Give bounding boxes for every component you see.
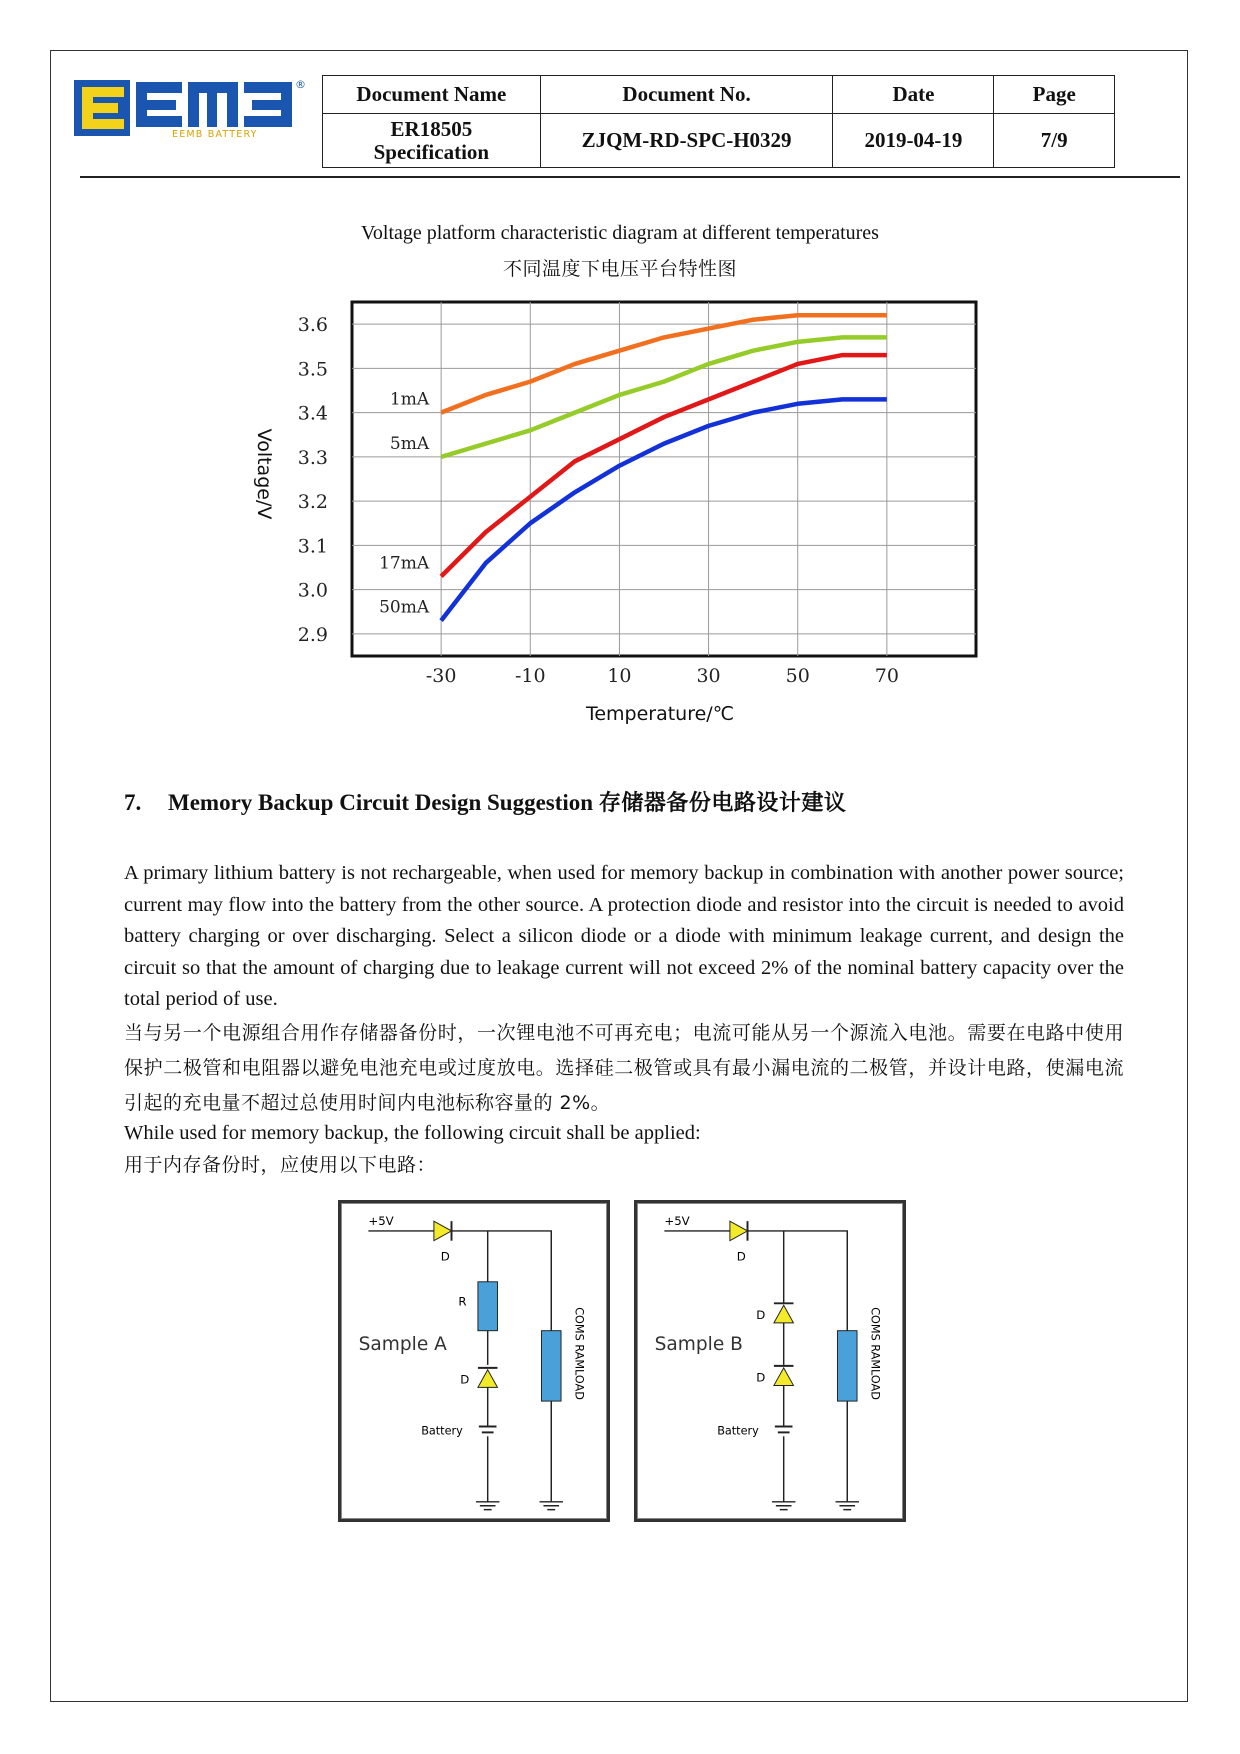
battery-icon [775, 1427, 793, 1433]
x-axis-label: Temperature/℃ [585, 703, 735, 725]
circuit-sample-a [338, 1200, 610, 1522]
y-tick-label: 3.1 [297, 535, 328, 558]
ground-icon [540, 1502, 563, 1510]
diode-icon [730, 1221, 748, 1241]
voltage-temperature-chart [240, 296, 1000, 736]
x-tick-label: 30 [696, 665, 721, 687]
header-date: 2019-04-19 [833, 114, 994, 168]
x-tick-label: 70 [874, 665, 899, 687]
resistor-label: R [458, 1294, 467, 1309]
header-page-label: Page [994, 76, 1115, 114]
x-tick-label: 10 [607, 665, 632, 687]
header-rule [80, 176, 1180, 178]
section-title-en: Memory Backup Circuit Design Suggestion [168, 790, 594, 815]
series-label: 50mA [379, 597, 430, 618]
header-doc-name [323, 114, 541, 168]
load-icon [541, 1331, 561, 1401]
diode-label: D [736, 1249, 746, 1264]
header-doc-name-label: Document Name [323, 76, 541, 114]
load-icon [837, 1331, 857, 1401]
supply-label: +5V [368, 1214, 394, 1229]
ground-icon [772, 1502, 795, 1510]
battery-icon [479, 1427, 497, 1433]
logo-mark [74, 80, 292, 136]
chart-title-cn: 不同温度下电压平台特性图 [502, 258, 737, 280]
y-tick-label: 3.6 [297, 314, 328, 337]
circuit-a-wires [368, 1231, 551, 1502]
series-label: 17mA [379, 553, 430, 574]
y-tick-label: 3.0 [297, 579, 328, 602]
x-tick-label: 50 [785, 665, 810, 687]
load-label: COMS RAMLOAD [868, 1307, 882, 1400]
chart-title-en: Voltage platform characteristic diagram at different temperatures [361, 222, 879, 244]
logo-tagline: EEMB BATTERY [172, 129, 258, 140]
diode-label: D [440, 1249, 450, 1264]
y-tick-label: 2.9 [297, 623, 328, 646]
supply-label: +5V [664, 1214, 690, 1229]
load-label: COMS RAMLOAD [572, 1307, 586, 1400]
doc-name-line1: ER18505 [390, 117, 473, 142]
battery-label: Battery [717, 1424, 759, 1438]
diode-label: D [460, 1372, 470, 1387]
resistor-icon [478, 1282, 498, 1331]
section-heading [124, 786, 846, 817]
ground-icon [476, 1502, 499, 1510]
ground-icon [836, 1502, 859, 1510]
diode-icon [478, 1368, 498, 1388]
y-tick-label: 3.3 [297, 446, 328, 469]
x-tick-label: -30 [425, 665, 457, 687]
diode-label: D [756, 1307, 766, 1322]
diode-icon [774, 1366, 794, 1386]
header-page: 7/9 [994, 114, 1115, 168]
circuit-intro-cn: 用于内存备份时，应使用以下电路： [124, 1154, 437, 1176]
circuit-title: Sample A [358, 1334, 447, 1356]
circuit-b-wires [664, 1231, 847, 1502]
diode-label: D [756, 1370, 766, 1385]
header-date-label: Date [833, 76, 994, 114]
series-label: 5mA [389, 433, 430, 454]
paragraph-cn: 当与另一个电源组合用作存储器备份时，一次锂电池不可再充电；电流可能从另一个源流入电池。需要在电路中使用保护二极管和电阻器以避免电池充电或过度放电。选择硅二极管或具有最小漏电流的二极管，并设计电路，使漏电流引起的充电量不超过总使用时间内电池标称容量的 2%。 [124, 1022, 1124, 1114]
y-tick-label: 3.5 [297, 358, 328, 381]
header-doc-no: ZJQM-RD-SPC-H0329 [540, 114, 833, 168]
section-number: 7. [124, 790, 142, 815]
circuit-intro-en: While used for memory backup, the following circuit shall be applied: [124, 1122, 701, 1144]
logo-brand: EEMB [74, 78, 77, 79]
eemb-logo [74, 78, 304, 138]
x-tick-label: -10 [514, 665, 546, 687]
paragraph-en: A primary lithium battery is not rechargeable, when used for memory backup in combination with another power source; current may flow into the battery from the other source. A protection diode and resistor into the circuit is needed to avoid battery charging or over discharging. Select a silicon diode or a diode with minimum leakage current, and design the circuit so that the amount of charging due to leakage current will not exceed 2% of the nominal battery capacity over the total period of use. [124, 862, 1124, 1010]
diode-icon [434, 1221, 452, 1241]
circuit-title: Sample B [654, 1334, 743, 1356]
y-tick-label: 3.2 [297, 491, 328, 514]
header-doc-no-label: Document No. [540, 76, 833, 114]
doc-name-line2: Specification [373, 139, 490, 164]
diode-icon [774, 1303, 794, 1323]
circuit-sample-b [634, 1200, 906, 1522]
registered-mark: ® [295, 78, 306, 91]
y-tick-label: 3.4 [297, 402, 328, 425]
document-header-table [322, 75, 1115, 168]
section-title-cn: 存储器备份电路设计建议 [598, 791, 847, 816]
y-axis-label: Voltage/V [253, 428, 275, 520]
battery-label: Battery [421, 1424, 463, 1438]
series-label: 1mA [389, 389, 430, 410]
